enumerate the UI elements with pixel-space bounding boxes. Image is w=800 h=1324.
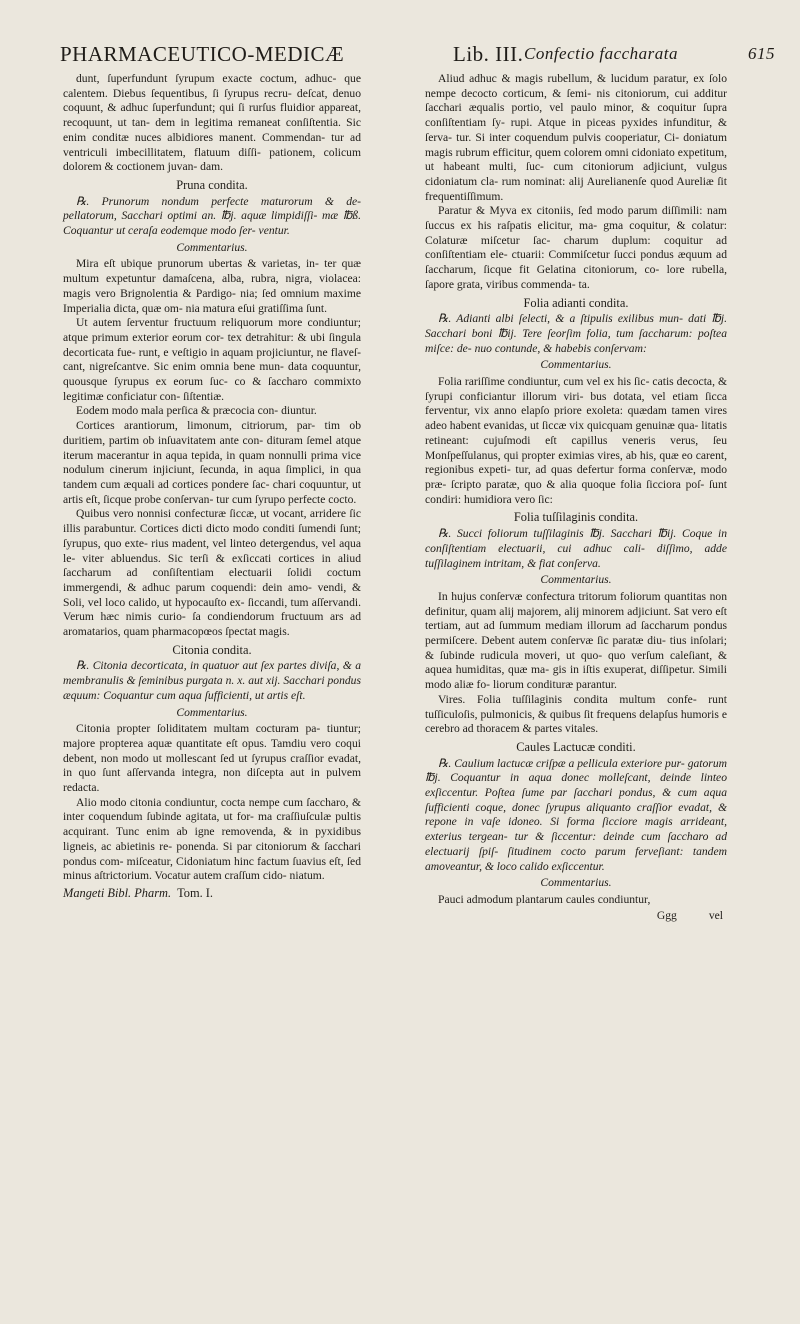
text-paragraph: dunt, ſuperfundunt ſyrupum exacte coctum, adhuc- que calentem. Diebus ſequentibus, ſi ſyrupus recru- deſcat, denuo coquunt, & adhuc ſuperfundunt; qui ſi rurſus fluidior appareat, recoquunt, ut tan- dem in legitima remaneat conſiſtentia. Sic enim conditæ nuces albidiores manent. Commendan- tur ad ventriculi imbecillitatem, flatuum diſſi- pationem, colicum dolorem & coctionem juvan- dam. (63, 72, 361, 174)
commentary-heading: Commentarius. (540, 573, 612, 587)
text-paragraph: Paratur & Myva ex citoniis, ſed modo parum diſſimili: nam ſuccus ex his raſpatis elicitur, ma- gma coquitur, & colatur: Colaturæ miſcetur ſac- charum duplum: coquitur ad conſiſtentiam ele- ctuarii: Commiſcetur ſucci pondus æquum ad ſaccharum, ſicque fit Gelatina citoniorum, co- lore rubella, ſapore grata, viribus commenda- ta. (425, 204, 727, 291)
text-paragraph: Ut autem ſerventur fructuum reliquorum more condiuntur; atque primum exterior eorum cor- tex detrahitur: & ubi ſingula decorticata fue- runt, e veſtigio in aquam projiciuntur, ne flaveſ- cant, nigreſcantve. Sic enim omnia bene mun- data coquuntur, quousque ſyrupus ex eorum ſuc- co & ſaccharo commixto legitimæ conficiatur con- ſiſtentiæ. (63, 316, 361, 403)
section-heading: Folia adianti condita. (523, 295, 629, 310)
text-paragraph: Aliud adhuc & magis rubellum, & lucidum paratur, ex ſolo nempe decocto corticum, & ſemi- nis citoniorum, cui additur ſacchari æqualis portio, vel paulo minor, & coquitur ſupra conſiſtentiam ſy- rupi. Atque in piceas pyxides infunditur, & ſerva- tur. Si inter coquendum pulvis cooperiatur, Ci- doniatum magis rubrum efficitur, quem colorem omni cidoniato expetitum, ut habeant multi, ſuc- cum citoniorum adjiciunt, vulgus cidoniatum cla- rum nominat: alij Aurelianenſe quod Aureliæ ſit frequentiſſimum. (425, 72, 727, 203)
page-footer (63, 886, 361, 901)
footer-signature: Mangeti Bibl. Pharm. (63, 885, 172, 900)
signature-mark: Ggg (656, 908, 677, 922)
recipe-paragraph: ℞. Prunorum nondum perfecte maturorum & de- pellatorum, Sacchari optimi an. ℔j. aquæ limpidiſſi- mæ ℔ß. Coquantur ut ceraſa eodemque modo ſer- ventur. (63, 194, 361, 238)
text-paragraph: Mira eſt ubique prunorum ubertas & varietas, in- ter quæ multum expetuntur damaſcena, alba, rubra, nigra, violacea: magis vero Brignolentia & Pardigo- nia; ſed omnium maxime Imperialia dicta, quæ om- nia matura eſui gratiſſima ſunt. (63, 257, 361, 315)
section-heading: Folia tuſſilaginis condita. (513, 510, 639, 525)
text-paragraph: Vires. Folia tuſſilaginis condita multum confe- runt tuſſiculoſis, pulmonicis, & quibus ſit frequens delapſus humoris e cerebro ad thoracem & partes vitales. (425, 692, 727, 736)
catchword: vel (708, 908, 723, 922)
text-paragraph: Folia rariſſime condiuntur, cum vel ex his ſic- catis decocta, & ſyrupi conficiantur illorum viri- bus dotata, vel etiam ſicca ferventur, vix anno elapſo priore exoleta: quædam tamen vires adeo habent evanidas, ut ſiccæ vix quicquam genuinæ qua- litatis retineant: cujuſmodi eſt capillus veneris verus, ſeu Monſpeſſulanus, qui propter eximias vires, ab his, quæ eo carent, regionibus expeti- tur, ad quas defertur forma conſervæ, modo præ- ſcripto paratæ, quo & alia quoque folia ſicciora poſ- ſunt condiri: humidiora vero ſic: (425, 375, 728, 506)
section-heading: Citonia condita. (172, 642, 252, 657)
recipe-paragraph: ℞. Succi foliorum tuſſilaginis ℔j. Sacchari ℔ij. Coque in conſiſtentiam electuarii, cui adhuc cali- diſſimo, adde tuſſilaginem intritam, & fiat conſerva. (425, 527, 727, 570)
catch-line (425, 909, 727, 924)
section-title: Confectio faccharata (524, 44, 679, 63)
left-column (63, 72, 361, 901)
running-title: PHARMACEUTICO-MEDICÆ (60, 42, 345, 66)
recipe-paragraph: ℞. Adianti albi ſelecti, & a ſtipulis exilibus mun- dati ℔j. Sacchari boni ℔ij. Tere ſeorſim folia, tum ſaccharum: poſtea miſce: de- nuo contunde, & habebis conſervam: (425, 312, 727, 355)
text-paragraph: Eodem modo mala perſica & præcocia con- diuntur. (76, 404, 317, 418)
text-paragraph: Alio modo citonia condiuntur, cocta nempe cum ſaccharo, & inter coquendum ſubinde agitata, ut for- ma craſſiuſculæ pultis acquirant. Tunc enim ab igne removenda, & in pyxidibus ligneis, ac abietinis re- ponenda. Si par citoniorum & ſacchari pondus com- miſceatur, Cidoniatum hinc factum ſuavius eſt, ſed minus aſtrictorium. Vocatur autem craſſum cido- niatum. (63, 795, 361, 883)
text-paragraph: Citonia propter ſoliditatem multam cocturam pa- tiuntur; majore propterea aquæ quantitate eſt opus. Tamdiu vero coqui debent, non modo ut mollescant ſed ut ſyrupus craſſior evadat, in quo ſunt aſſervanda integra, non diſcepta aut in pulvem redacta. (63, 722, 361, 795)
text-paragraph: Pauci admodum plantarum caules condiuntur, (438, 892, 651, 906)
book-number: Lib. III. (453, 42, 524, 66)
commentary-heading: Commentarius. (176, 240, 248, 254)
recipe-paragraph: ℞. Citonia decorticata, in quatuor aut ſex partes diviſa, & a membranulis & ſeminibus purgata n. x. aut xij. Sacchari pondus æquum: Coquantur cum aqua ſufficienti, ut artis eſt. (63, 659, 361, 702)
text-paragraph: Cortices arantiorum, limonum, citriorum, par- tim ob duritiem, partim ob inſuavitatem ante con- dituram ſemel atque iterum macerantur in aqua tepida, in quam nonnulli prima vice nodulum cinerum injiciunt, ſecunda, in aqua ſimplici, in qua tandem cum æquali ad cortices pondere ſac- chari coquuntur, ut artis eſt, ſicque probe conſervan- tur cum ſyrupo perfecte cocto. (63, 419, 361, 506)
commentary-heading: Commentarius. (176, 705, 248, 719)
page-header (60, 42, 775, 72)
right-column (425, 72, 727, 923)
commentary-heading: Commentarius. (540, 358, 612, 372)
footer-tome: Tom. I. (177, 885, 214, 900)
text-paragraph: Quibus vero nonnisi confecturæ ſiccæ, ut vocant, arridere ſic illis parabuntur. Cortices dicti dicto modo conditi ſumendi ſunt; ſyrupus, quo exte- rius madent, vel linteo detergendus, vel aqua le- viter abluendus. Sic terſi & exſiccati cortices in aliud ſaccharum ad conſiſtentiam electuarii ſolidi coctum immergendi, & adhuc parum coquendi: dein amo- vendi, & Soli, vel loco calido, ut hypocauſto ex- ſiccandi, tum aſſervandi. Verum hæc nimis curio- ſa condiendorum fructuum ars ad aromatarios, quam pharmacopœos ſpectat magis. (63, 507, 361, 639)
section-heading: Pruna condita. (176, 177, 248, 192)
page-number: 615 (748, 44, 775, 63)
text-paragraph: In hujus conſervæ confectura tritorum foliorum quantitas non definitur, quam alij majorem, alij minorem adjiciunt. Sat vero eſt tertiam, aut ad ſummum mediam illorum ad ſaccharum pondus permiſcere. Debent autem conſervæ ſic paratæ diu- tius inſolari; & ſubinde rudicula moveri, ut quo- quo verſum caleſiant, & aquea humiditas, quæ ma- gis in iſtis exuperat, diſſipetur. Simili modo aliæ fo- liorum condituræ parantur. (425, 589, 727, 692)
section-heading: Caules Lactucæ conditi. (516, 739, 636, 754)
recipe-paragraph: ℞. Caulium lactucæ criſpæ a pellicula exteriore pur- gatorum ℔j. Coquantur in aqua donec molleſcant, deinde linteo exſiccentur. Poſtea ſume par ſacchari pondus, & cum aqua ſufficienti coque, donec ſyrupus aliquanto craſſior evadat, & repone in vaſe idoneo. Si forma ſicciore magis arrideant, exterius tergean- tur & ſiccentur: deinde cum ſaccharo ad electuarij ſpiſ- ſitudinem cocto parum ferveſiant: tandem amoveantur, & loco calido exſiccentur. (425, 756, 727, 873)
commentary-heading: Commentarius. (540, 876, 612, 890)
